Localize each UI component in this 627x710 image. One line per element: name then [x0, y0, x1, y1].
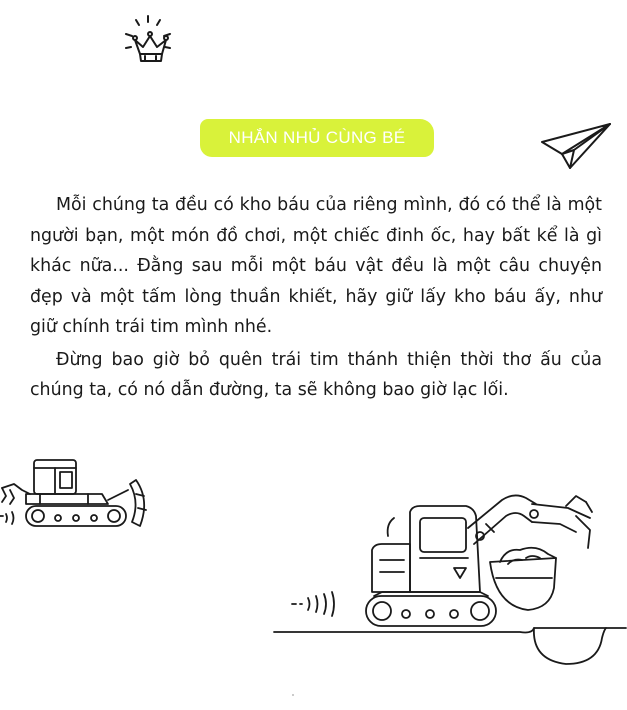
bulldozer-illustration [0, 450, 160, 540]
page-dot [292, 694, 294, 696]
paragraph: Mỗi chúng ta đều có kho báu của riêng mình, đó có thể là một người bạn, một món đồ chơi, một chiếc đinh ốc, hay bất kể là gì khác nữa... Đằng sau mỗi một báu vật đều là một câu chuyện đẹp và một tấm lòng thuần khiết, hãy giữ lấy kho báu ấy, như giữ chính trái tim mình nhé. [30, 195, 602, 337]
paper-plane-icon [540, 120, 612, 172]
crown-icon [122, 14, 178, 76]
excavator-illustration [270, 488, 627, 678]
paragraph: Đừng bao giờ bỏ quên trái tim thánh thiện thời thơ ấu của chúng ta, có nó dẫn đường, ta sẽ không bao giờ lạc lối. [30, 349, 602, 400]
body-text [30, 190, 602, 406]
section-title: NHẮN NHỦ CÙNG BÉ [200, 119, 434, 157]
